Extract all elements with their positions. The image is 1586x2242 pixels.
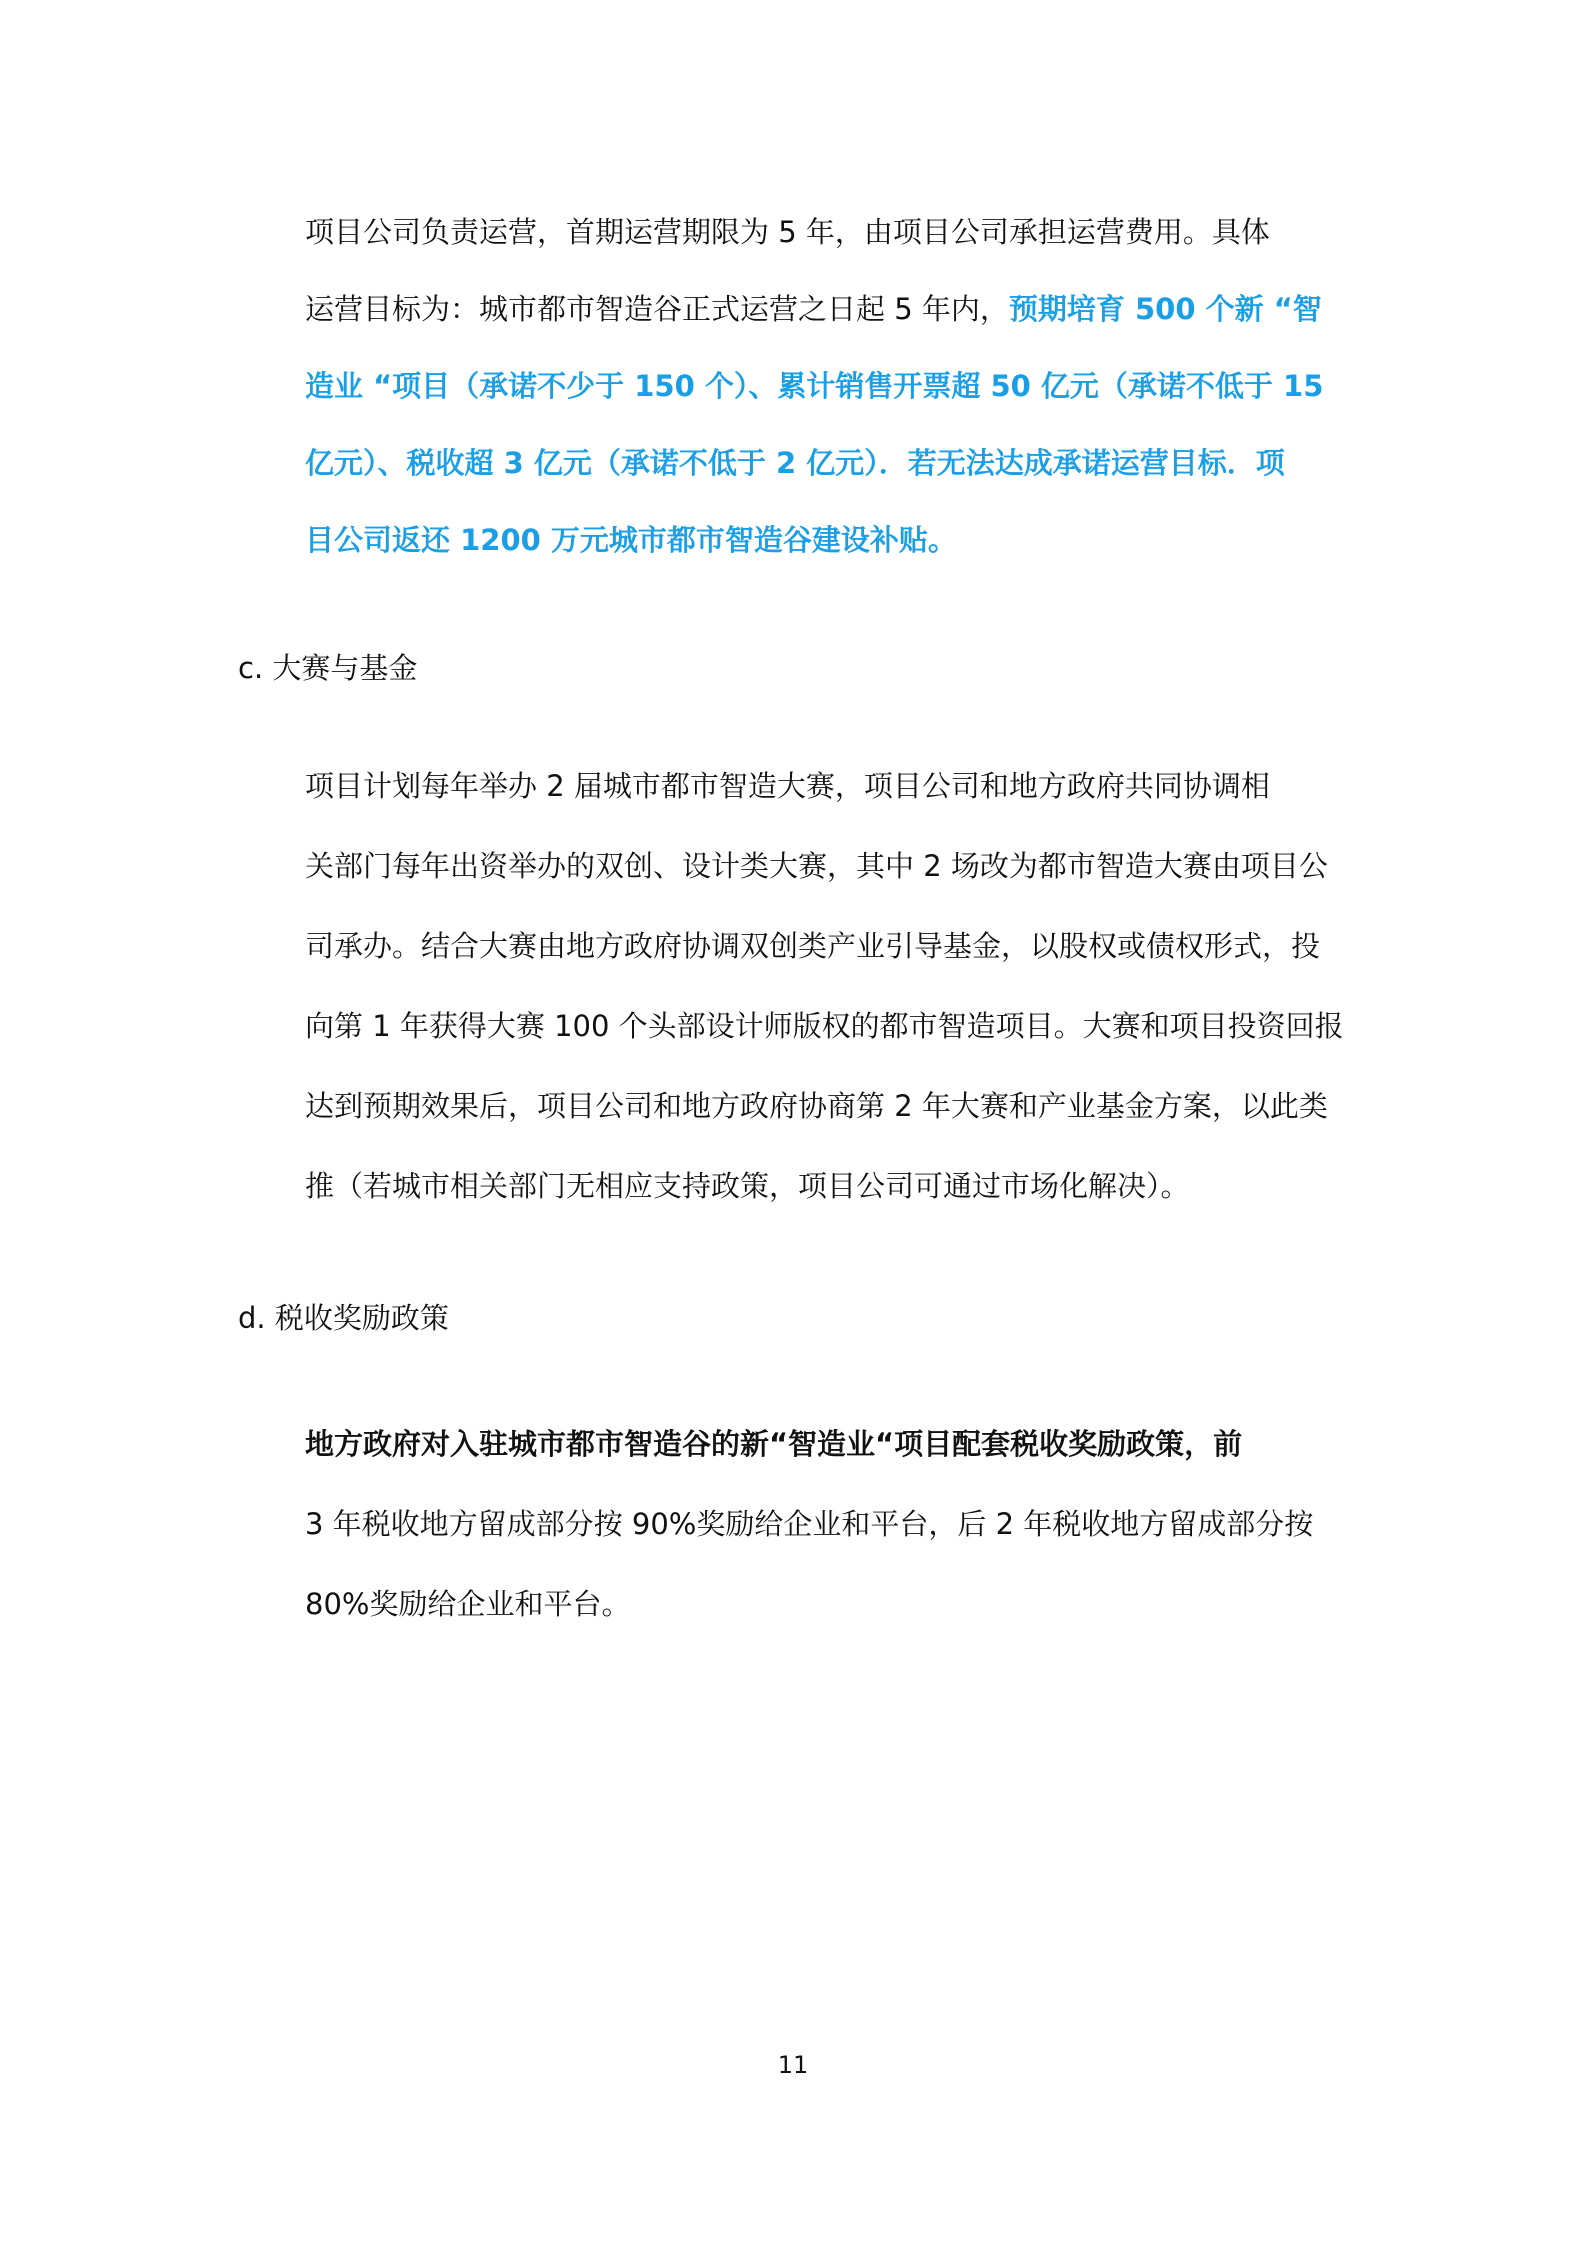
paragraph-line: 项目公司负责运营，首期运营期限为 5 年，由项目公司承担运营费用。具体: [305, 215, 1270, 249]
section-heading-c: c. 大赛与基金: [238, 651, 418, 685]
paragraph-line: 80%奖励给企业和平台。: [305, 1587, 631, 1621]
highlighted-line: 造业 “项目（承诺不少于 150 个）、累计销售开票超 50 亿元（承诺不低于 15: [305, 369, 1324, 403]
highlighted-line: 亿元）、税收超 3 亿元（承诺不低于 2 亿元）．若无法达成承诺运营目标．项: [305, 446, 1285, 480]
highlighted-text: 预期培育 500 个新 “智: [1008, 292, 1322, 326]
paragraph-line: 向第 1 年获得大赛 100 个头部设计师版权的都市智造项目。大赛和项目投资回报: [305, 1009, 1344, 1043]
paragraph-line: 司承办。结合大赛由地方政府协调双创类产业引导基金，以股权或债权形式，投: [305, 929, 1321, 963]
paragraph-line: 项目计划每年举办 2 届城市都市智造大赛，项目公司和地方政府共同协调相: [305, 769, 1270, 803]
paragraph-line: [305, 289, 1322, 329]
section-heading-d: d. 税收奖励政策: [238, 1301, 449, 1335]
paragraph-text: 运营目标为：城市都市智造谷正式运营之日起 5 年内，: [305, 292, 1009, 326]
highlighted-line: 目公司返还 1200 万元城市都市智造谷建设补贴。: [305, 523, 957, 557]
page-number: 11: [777, 2051, 809, 2079]
paragraph-line: 关部门每年出资举办的双创、设计类大赛，其中 2 场改为都市智造大赛由项目公: [305, 849, 1328, 883]
paragraph-line: 地方政府对入驻城市都市智造谷的新“智造业“项目配套税收奖励政策，前: [305, 1427, 1243, 1461]
paragraph-line: 达到预期效果后，项目公司和地方政府协商第 2 年大赛和产业基金方案，以此类: [305, 1089, 1328, 1123]
paragraph-line: 推（若城市相关部门无相应支持政策，项目公司可通过市场化解决）。: [305, 1169, 1190, 1203]
paragraph-line: 3 年税收地方留成部分按 90%奖励给企业和平台，后 2 年税收地方留成部分按: [305, 1507, 1314, 1541]
